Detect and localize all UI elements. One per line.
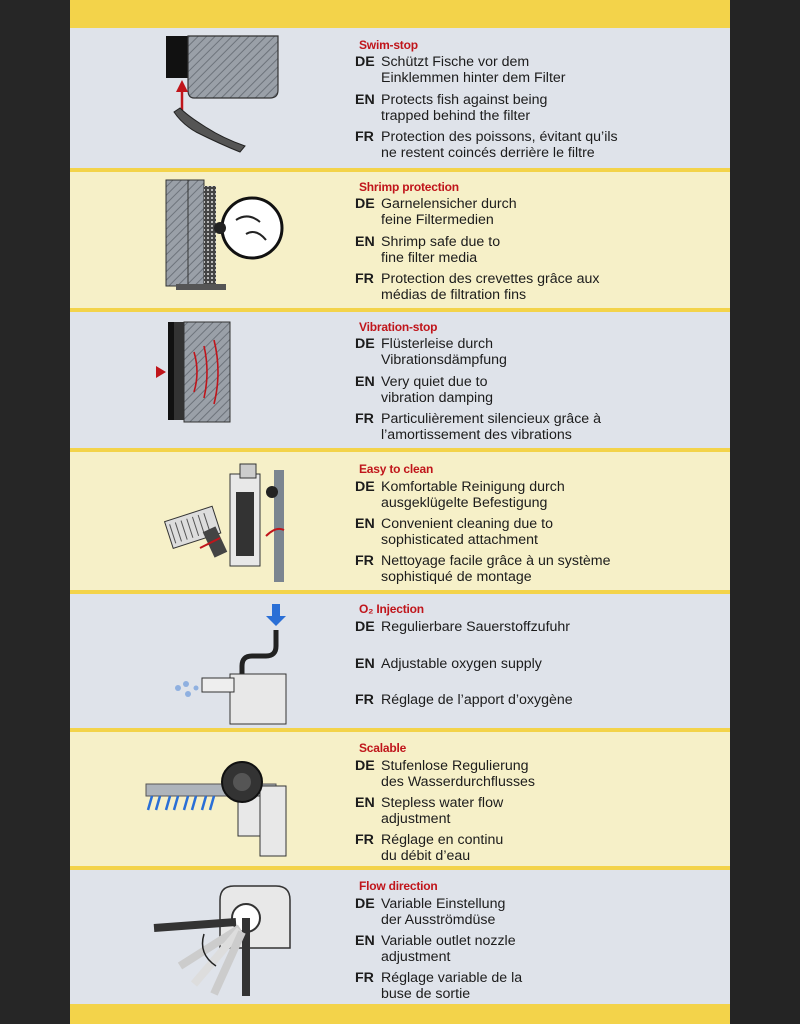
text-fr: FR Réglage en continu du débit d’eau [355, 832, 504, 864]
feature-easy-to-clean [70, 452, 730, 590]
feature-vibration-stop [70, 312, 730, 448]
text-de: DE Flüsterleise durch Vibrationsdämpfung [355, 336, 507, 368]
oxygen-injection-illustration [70, 594, 350, 728]
left-background [0, 0, 70, 1024]
product-box-panel [70, 0, 730, 1024]
text-en: EN Adjustable oxygen supply [355, 656, 542, 672]
feature-title: Easy to clean [359, 462, 434, 476]
feature-flow-direction [70, 870, 730, 1004]
text-fr: FR Réglage variable de la buse de sortie [355, 970, 523, 1002]
text-en: EN Convenient cleaning due to sophisticated attachment [355, 516, 553, 548]
text-de: DE Stufenlose Regulierung des Wasserdurchflusses [355, 758, 536, 790]
feature-swim-stop [70, 28, 730, 168]
right-background [730, 0, 800, 1024]
text-fr: FR Particulièrement silencieux grâce à l’amortissement des vibrations [355, 411, 602, 443]
text-fr: FR Protection des poissons, évitant qu’ils ne restent coincés derrière le filtre [355, 129, 618, 161]
text-en: EN Shrimp safe due to fine filter media [355, 234, 501, 266]
feature-title: Swim-stop [359, 38, 418, 52]
text-de: DE Komfortable Reinigung durch ausgeklügelte Befestigung [355, 479, 565, 511]
flow-direction-illustration [70, 870, 350, 1004]
feature-scalable [70, 732, 730, 866]
feature-title: O₂ Injection [359, 602, 424, 616]
text-de: DE Schützt Fische vor dem Einklemmen hinter dem Filter [355, 54, 566, 86]
text-fr: FR Nettoyage facile grâce à un système sophistiqué de montage [355, 553, 611, 585]
text-fr: FR Réglage de l’apport d’oxygène [355, 692, 573, 708]
feature-title: Vibration-stop [359, 320, 438, 334]
text-fr: FR Protection des crevettes grâce aux médias de filtration fins [355, 271, 600, 303]
shrimp-protection-illustration [70, 172, 350, 308]
text-en: EN Very quiet due to vibration damping [355, 374, 493, 406]
text-de: DE Regulierbare Sauerstoffzufuhr [355, 619, 571, 635]
feature-title: Scalable [359, 741, 407, 755]
easy-clean-illustration [70, 452, 350, 590]
text-de: DE Garnelensicher durch feine Filtermedien [355, 196, 517, 228]
text-de: DE Variable Einstellung der Ausströmdüse [355, 896, 506, 928]
swim-stop-illustration [70, 28, 350, 168]
scalable-flow-illustration [70, 732, 350, 866]
feature-o2-injection [70, 594, 730, 728]
vibration-stop-illustration [70, 312, 350, 448]
feature-title: Flow direction [359, 879, 438, 893]
text-en: EN Stepless water flow adjustment [355, 795, 504, 827]
feature-title: Shrimp protection [359, 180, 459, 194]
text-en: EN Protects fish against being trapped behind the filter [355, 92, 548, 124]
feature-shrimp-protection [70, 172, 730, 308]
text-en: EN Variable outlet nozzle adjustment [355, 933, 516, 965]
